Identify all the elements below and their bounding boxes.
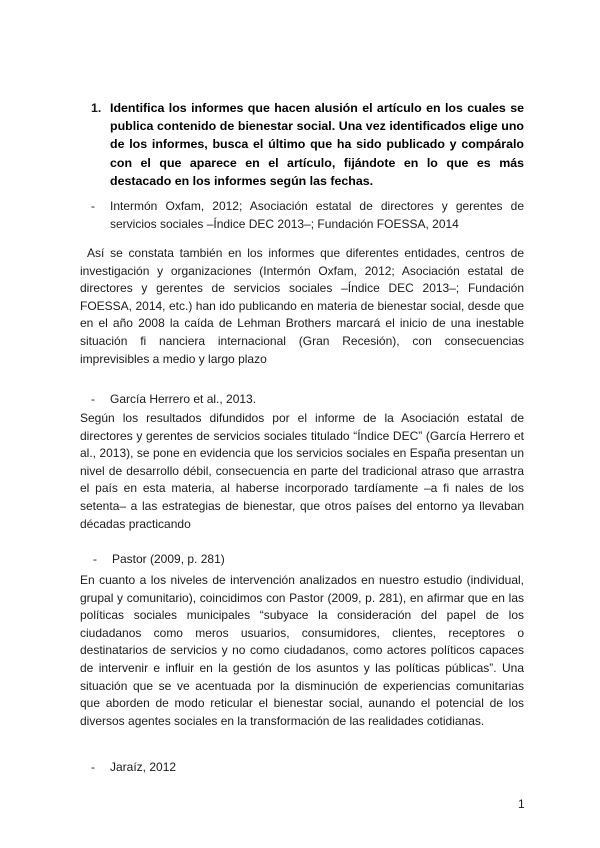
question-heading: Identifica los informes que hacen alusión el artículo en los cuales se publica contenido de bienestar social. Una vez identificados elige uno de los informes, busca el último que ha sido publicado y compáralo con el que aparece en el artículo, fijándote en lo que es más destacado en los informes según las fechas. — [110, 101, 524, 188]
paragraph-bienestar-informes: Así se constata también en los informes que diferentes entidades, centros de investigación y organizaciones (Intermón Oxfam, 2012; Asociación estatal de directores y gerentes de servicios sociales –Índice DEC 2013–; Fundación FOESSA, 2014, etc.) han ido publicando en materia de bienestar social, desde que en el año 2008 la caída de Lehman Brothers marcará el inicio de una inestable situación fi nanciera internacional (Gran Recesión), con consecuencias imprevisibles a medio y largo plazo — [80, 246, 524, 366]
reference-pastor: Pastor (2009, p. 281) — [112, 552, 225, 566]
bullet-dash: - — [91, 760, 95, 774]
reference-oxfam-dec-foessa: Intermón Oxfam, 2012; Asociación estatal de directores y gerentes de servicios sociales –Índice DEC 2013–; Fundación FOESSA, 2014 — [110, 199, 524, 231]
bullet-dash: - — [91, 392, 95, 406]
question-number: 1. — [91, 101, 102, 115]
bullet-dash: - — [91, 199, 95, 213]
reference-garcia-herrero: García Herrero et al., 2013. — [110, 392, 257, 406]
bullet-dash: - — [93, 552, 97, 566]
paragraph-niveles-intervencion: En cuanto a los niveles de intervención analizados en nuestro estudio (individual, grupal y comunitario), coincidimos con Pastor (2009, p. 281), en afirmar que en las políticas sociales municipales “subyace la consideración del papel de los ciudadanos como meros usuarios, consumidores, clientes, receptores o destinatarios de servicios y no como ciudadanos, como actores políticos capaces de intervenir e influir en la gestión de los asuntos y las políticas públicas”. Una situación que se ve acentuada por la disminución de experiencias comunitarias que aborden de modo reticular el bienestar social, aunando el potencial de los diversos agentes sociales en la transformación de las realidades cotidianas. — [80, 573, 524, 728]
reference-jaraiz: Jaraíz, 2012 — [110, 760, 177, 774]
paragraph-indice-dec: Según los resultados difundidos por el informe de la Asociación estatal de directores y gerentes de servicios sociales titulado “Índice DEC” (García Herrero et al., 2013), se pone en evidencia que los servicios sociales en España presentan un nivel de desarrollo débil, consecuencia en parte del tradicional atraso que arrastra el país en esta materia, al haberse incorporado tardíamente –a fi nales de los setenta– a las estrategias de bienestar, que otros países del entorno ya llevaban décadas practicando — [80, 411, 524, 531]
page-number: 1 — [518, 797, 525, 811]
